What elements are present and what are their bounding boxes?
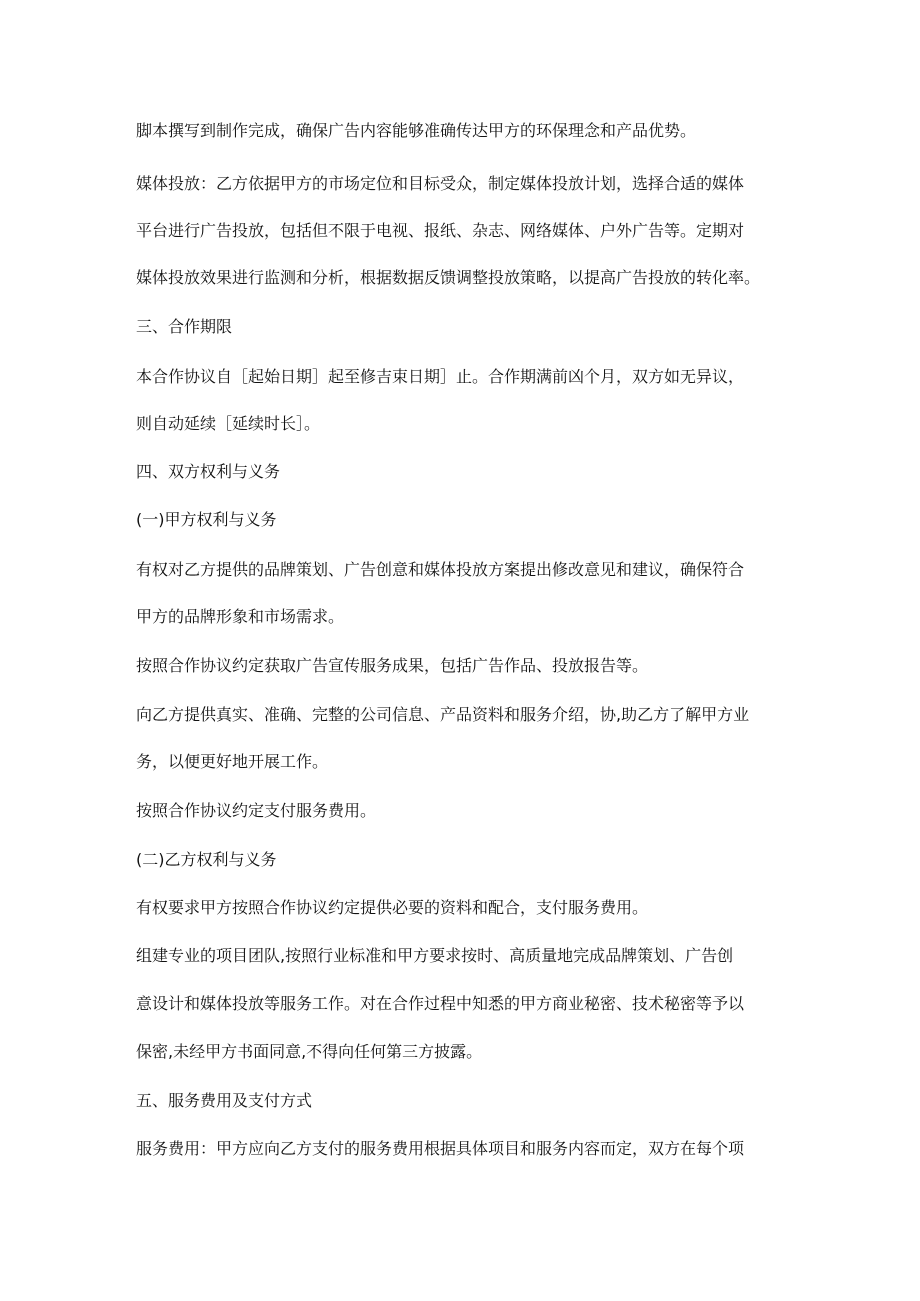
subsection-heading: (二)乙方权利与义务: [136, 850, 277, 869]
text-line: 按照合作协议约定支付服务费用。: [136, 801, 377, 820]
text-line: 则自动延续［延续时长］。: [136, 414, 321, 433]
text-line: 务，以便更好地开展工作。: [136, 752, 329, 771]
section-heading: 四、双方权利与义务: [136, 462, 281, 481]
text-line: 本合作协议自［起始日期］起至修吉束日期］止。合作期满前凶个月，双方如无异议，: [136, 367, 745, 386]
text-line: 组建专业的项目团队,按照行业标准和甲方要求按时、高质量地完成品牌策划、广告创: [136, 946, 734, 965]
section-heading: 三、合作期限: [136, 317, 233, 336]
text-line: 有权要求甲方按照合作协议约定提供必要的资料和配合，支付服务费用。: [136, 898, 649, 917]
text-line: 有权对乙方提供的品牌策划、广告创意和媒体投放方案提出修改意见和建议，确保符合: [136, 560, 745, 579]
text-line: 保密,未经甲方书面同意,不得向任何第三方披露。: [136, 1042, 483, 1061]
text-line: 意设计和媒体投放等服务工作。对在合作过程中知悉的甲方商业秘密、技术秘密等予以: [136, 994, 745, 1013]
text-line: 服务费用：甲方应向乙方支付的服务费用根据具体项目和服务内容而定，双方在每个项: [136, 1139, 745, 1158]
text-line: 媒体投放：乙方依据甲方的市场定位和目标受众，制定媒体投放计划，选择合适的媒体: [136, 174, 745, 193]
subsection-heading: (一)甲方权利与义务: [136, 510, 277, 529]
text-line: 平台进行广告投放，包括但不限于电视、报纸、杂志、网络媒体、户外广告等。定期对: [136, 221, 745, 240]
text-line: 脚本撰写到制作完成，确保广告内容能够准确传达甲方的环保理念和产品优势。: [136, 121, 697, 140]
text-line: 向乙方提供真实、准确、完整的公司信息、产品资料和服务介绍，协,助乙方了解甲方业: [136, 705, 750, 724]
text-line: 按照合作协议约定获取广告宣传服务成果，包括广告作品、投放报告等。: [136, 656, 649, 675]
text-line: 媒体投放效果进行监测和分析，根据数据反馈调整投放策略，以提高广告投放的转化率。: [136, 268, 761, 287]
section-heading: 五、服务费用及支付方式: [136, 1091, 313, 1110]
text-line: 甲方的品牌形象和市场需求。: [136, 607, 345, 626]
